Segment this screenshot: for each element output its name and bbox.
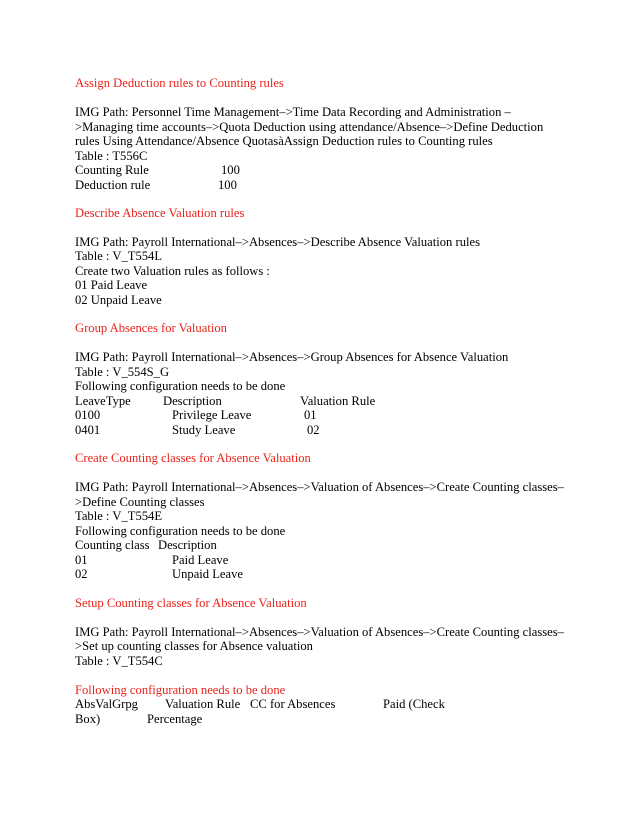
- table-name: Table : V_T554L: [75, 249, 163, 263]
- column-header: Valuation Rule: [165, 697, 241, 711]
- table-cell: Study Leave: [172, 423, 236, 437]
- table-cell: 02: [75, 567, 88, 581]
- column-header: CC for Absences: [250, 697, 336, 711]
- section-heading: Group Absences for Valuation: [75, 321, 227, 335]
- table-name: Table : V_554S_G: [75, 365, 170, 379]
- column-header: Valuation Rule: [300, 394, 376, 408]
- img-path-line: >Managing time accounts–>Quota Deduction using attendance/Absence–>Define Deduction: [75, 120, 544, 134]
- table-cell: 0401: [75, 423, 101, 437]
- img-path-line: IMG Path: Payroll International–>Absences–>Describe Absence Valuation rules: [75, 235, 480, 249]
- section-heading: Assign Deduction rules to Counting rules: [75, 76, 284, 90]
- table-cell: 02: [307, 423, 320, 437]
- section-heading: Setup Counting classes for Absence Valuation: [75, 596, 307, 610]
- rule-label: Deduction rule: [75, 178, 151, 192]
- section-heading: Create Counting classes for Absence Valuation: [75, 451, 311, 465]
- text-line: Create two Valuation rules as follows :: [75, 264, 270, 278]
- note-line: Following configuration needs to be done: [75, 524, 286, 538]
- section-heading: Describe Absence Valuation rules: [75, 206, 245, 220]
- note-line: Following configuration needs to be done: [75, 379, 286, 393]
- column-header: Description: [163, 394, 222, 408]
- table-cell: 01: [304, 408, 317, 422]
- column-header: Description: [158, 538, 217, 552]
- table-name: Table : V_T554C: [75, 654, 163, 668]
- rule-label: Counting Rule: [75, 163, 149, 177]
- column-header: AbsValGrpg: [75, 697, 138, 711]
- text-line: 01 Paid Leave: [75, 278, 148, 292]
- img-path-line: rules Using Attendance/Absence QuotasàAssign Deduction rules to Counting rules: [75, 134, 493, 148]
- table-cell: Paid Leave: [172, 553, 229, 567]
- column-header: Counting class: [75, 538, 150, 552]
- table-cell: 0100: [75, 408, 101, 422]
- column-header: Percentage: [147, 712, 203, 726]
- column-header: LeaveType: [75, 394, 131, 408]
- img-path-line: IMG Path: Personnel Time Management–>Time Data Recording and Administration –: [75, 105, 511, 119]
- img-path-line: >Set up counting classes for Absence valuation: [75, 639, 313, 653]
- text-line: 02 Unpaid Leave: [75, 293, 162, 307]
- table-cell: Privilege Leave: [172, 408, 252, 422]
- img-path-line: IMG Path: Payroll International–>Absences–>Valuation of Absences–>Create Counting classes–: [75, 625, 564, 639]
- column-header: Paid (Check: [383, 697, 445, 711]
- img-path-line: >Define Counting classes: [75, 495, 205, 509]
- table-cell: Unpaid Leave: [172, 567, 243, 581]
- table-name: Table : T556C: [75, 149, 148, 163]
- rule-value: 100: [221, 163, 240, 177]
- table-name: Table : V_T554E: [75, 509, 163, 523]
- section-heading: Following configuration needs to be done: [75, 683, 286, 697]
- column-header: Box): [75, 712, 101, 726]
- rule-value: 100: [218, 178, 237, 192]
- img-path-line: IMG Path: Payroll International–>Absences–>Group Absences for Absence Valuation: [75, 350, 509, 364]
- img-path-line: IMG Path: Payroll International–>Absences–>Valuation of Absences–>Create Counting classes–: [75, 480, 564, 494]
- table-cell: 01: [75, 553, 88, 567]
